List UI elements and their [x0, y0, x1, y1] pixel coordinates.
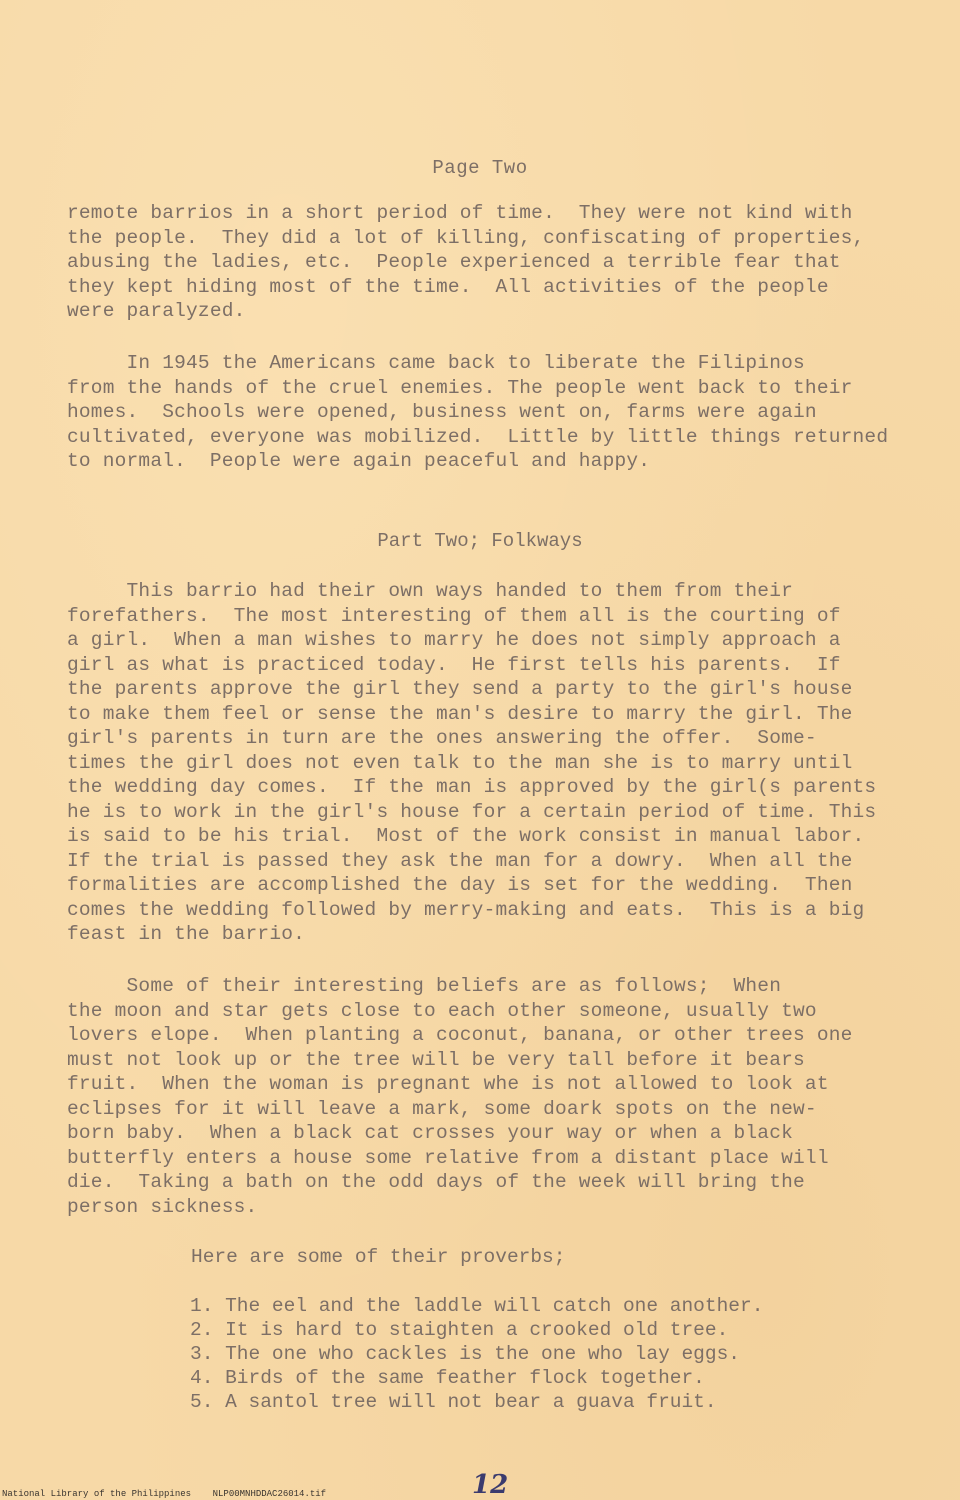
text-line: cultivated, everyone was mobilized. Little by little things returned — [67, 425, 889, 448]
paragraph-occupation — [67, 201, 947, 324]
list-item: 4. Birds of the same feather flock together. — [190, 1367, 705, 1389]
text-line: the people. They did a lot of killing, confiscating of properties, — [67, 226, 865, 249]
text-line: person sickness. — [67, 1195, 258, 1218]
text-line: die. Taking a bath on the odd days of the week will bring the — [67, 1171, 805, 1193]
text-line: were paralyzed. — [67, 300, 246, 322]
text-line: is said to be his trial. Most of the work consist in manual labor. — [67, 825, 865, 847]
paragraph-beliefs — [67, 974, 947, 1219]
proverbs-list — [190, 1294, 763, 1414]
text-line: a girl. When a man wishes to marry he does not simply approach a — [67, 629, 841, 651]
text-line: If the trial is passed they ask the man for a dowry. When all the — [67, 849, 853, 872]
list-item: 5. A santol tree will not bear a guava fruit. — [190, 1391, 717, 1413]
handwritten-page-number: 12 — [472, 1470, 509, 1500]
text-line: from the hands of the cruel enemies. The people went back to their — [67, 376, 853, 399]
text-line: comes the wedding followed by merry-making and eats. This is a big — [67, 898, 865, 921]
text-line: the moon and star gets close to each other someone, usually two — [67, 999, 817, 1022]
proverbs-intro: Here are some of their proverbs; — [191, 1246, 566, 1268]
text-line: fruit. When the woman is pregnant whe is not allowed to look at — [67, 1073, 829, 1095]
text-line: formalities are accomplished the day is set for the wedding. Then — [67, 874, 853, 896]
list-item: 3. The one who cackles is the one who lay eggs. — [190, 1343, 740, 1365]
list-item: 2. It is hard to staighten a crooked old tree. — [190, 1319, 729, 1341]
text-line: remote barrios in a short period of time. They were not kind with — [67, 202, 853, 224]
text-line: In 1945 the Americans came back to liberate the Filipinos — [67, 352, 805, 374]
text-line: the wedding day comes. If the man is approved by the girl(s parents — [67, 776, 877, 798]
text-line: the parents approve the girl they send a party to the girl's house — [67, 678, 853, 700]
text-line: girl as what is practiced today. He first tells his parents. If — [67, 653, 841, 676]
text-line: born baby. When a black cat crosses your way or when a black — [67, 1122, 794, 1144]
text-line: to make them feel or sense the man's desire to marry the girl. The — [67, 702, 853, 725]
text-line: butterfly enters a house some relative from a distant place will — [67, 1146, 829, 1169]
text-line: they kept hiding most of the time. All activities of the people — [67, 275, 829, 298]
page-header: Page Two — [432, 157, 528, 179]
text-line: Some of their interesting beliefs are as follows; When — [67, 975, 782, 997]
text-line: This barrio had their own ways handed to them from their — [67, 580, 794, 602]
list-item: 1. The eel and the laddle will catch one another. — [190, 1295, 764, 1317]
footer-credit: National Library of the Philippines NLP00MNHDDAC26014.tif — [2, 1489, 327, 1499]
text-line: abusing the ladies, etc. People experienced a terrible fear that — [67, 251, 841, 273]
text-line: eclipses for it will leave a mark, some doark spots on the new- — [67, 1097, 817, 1120]
paragraph-liberation — [67, 351, 947, 474]
text-line: to normal. People were again peaceful and happy. — [67, 450, 651, 472]
text-line: forefathers. The most interesting of them all is the courting of — [67, 604, 841, 627]
text-line: lovers elope. When planting a coconut, banana, or other trees one — [67, 1024, 853, 1046]
text-line: times the girl does not even talk to the man she is to marry until — [67, 751, 853, 774]
section-heading: Part Two; Folkways — [377, 530, 583, 552]
text-line: homes. Schools were opened, business went on, farms were again — [67, 401, 817, 423]
paragraph-courtship — [67, 579, 947, 947]
text-line: must not look up or the tree will be very tall before it bears — [67, 1048, 805, 1071]
text-line: he is to work in the girl's house for a certain period of time. This — [67, 800, 877, 823]
text-line: feast in the barrio. — [67, 923, 306, 945]
text-line: girl's parents in turn are the ones answering the offer. Some- — [67, 727, 817, 749]
